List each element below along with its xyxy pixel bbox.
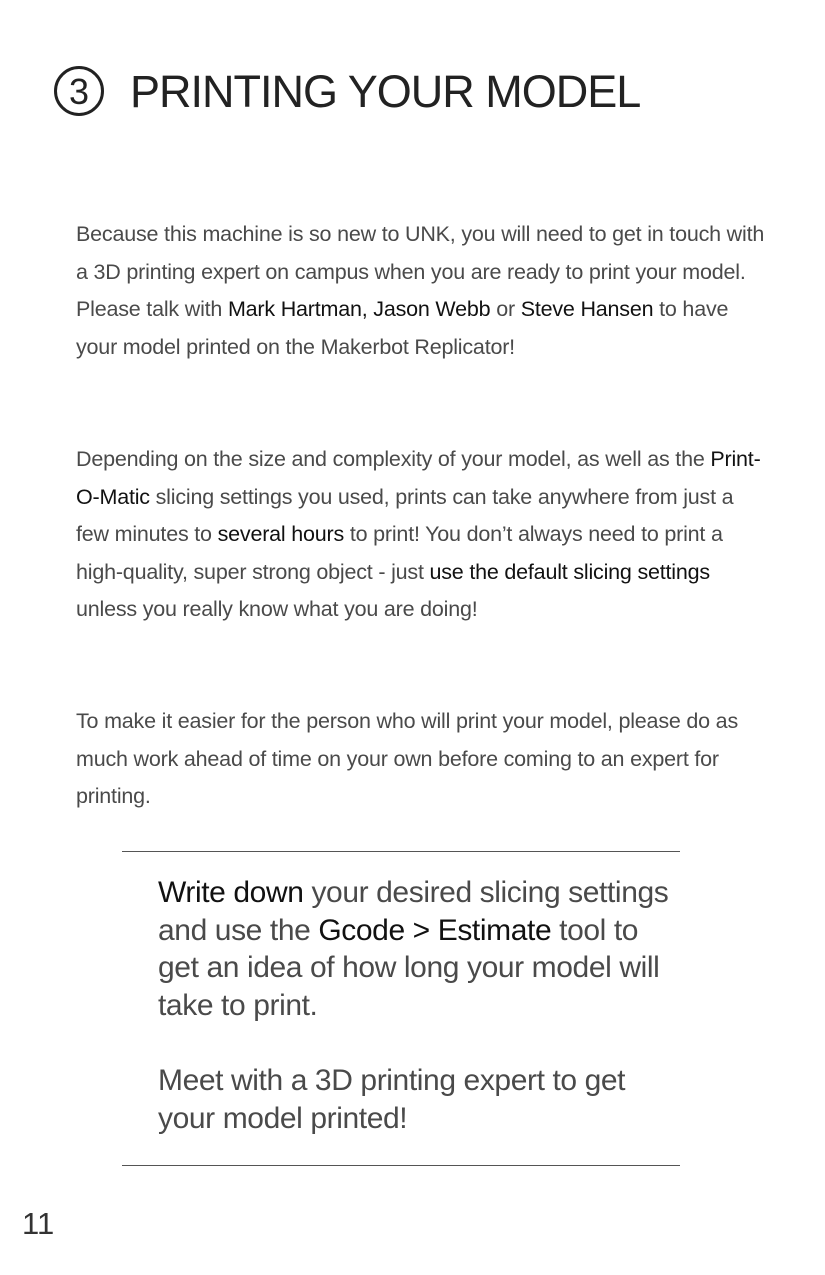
contact-name: Steve Hansen [520,297,654,321]
emphasis-several-hours: several hours [217,522,345,546]
callout-meet-expert [158,1062,678,1137]
emphasis-print-o-matic: Print-O-Matic [76,447,761,509]
emphasis-default-settings: use the default slicing settings [429,559,710,584]
callout-write-down-settings [158,874,678,1024]
paragraph-contact-expert [76,216,766,366]
paragraph-text: Depending on the size and complexity of your model, as well as the [76,447,711,471]
step-number: 3 [68,71,90,112]
section-heading [54,66,640,116]
page-title: PRINTING YOUR MODEL [130,65,641,117]
page-number: 11 [22,1206,55,1241]
paragraph-text: To make it easier for the person who will print your model, please do as much work ahead of time on your own before coming to an expert for printing. [76,709,738,808]
step-number-badge [54,66,104,116]
paragraph-print-time [76,441,766,629]
paragraph-text: unless you really know what you are doing! [76,597,478,621]
callout-top-divider [122,851,680,852]
emphasis-gcode-estimate: Gcode > Estimate [318,913,552,947]
emphasis-write-down: Write down [158,876,304,909]
paragraph-prepare-ahead [76,703,766,816]
paragraph-text: to print! You don’t always need to print a high-quality, super strong object - just [76,522,723,584]
paragraph-text: or [490,297,521,321]
contact-names: Mark Hartman, Jason Webb [227,297,491,321]
paragraph-text: to have your model printed on the Makerbot Replicator! [76,297,729,359]
paragraph-text: Because this machine is so new to UNK, you will need to get in touch with a 3D printing expert on campus when you are ready to print your model. Please talk with [76,222,765,321]
callout-text: Meet with a 3D printing expert to get your model printed! [158,1064,626,1135]
paragraph-text: slicing settings you used, prints can take anywhere from just a few minutes to [76,484,734,546]
callout-text: your desired slicing settings and use the [158,876,669,947]
callout-text: tool to get an idea of how long your model will take to print. [158,913,660,1022]
callout-bottom-divider [122,1165,680,1166]
